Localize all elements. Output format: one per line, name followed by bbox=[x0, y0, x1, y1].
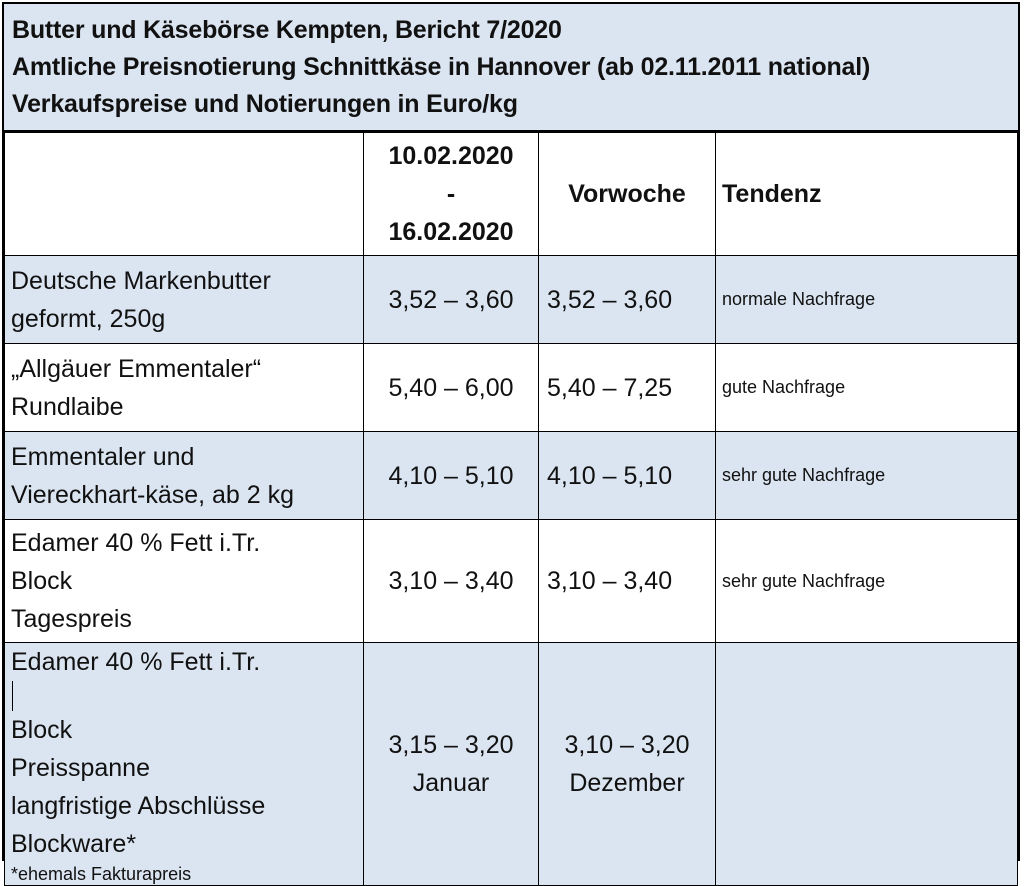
period-start: 10.02.2020 bbox=[388, 142, 514, 170]
product-line: Rundlaibe bbox=[11, 392, 124, 421]
product-line: Edamer 40 % Fett i.Tr. bbox=[11, 648, 261, 676]
product-line: „Allgäuer Emmentaler“ bbox=[11, 354, 262, 383]
text-cursor bbox=[12, 681, 13, 711]
product-line: Preisspanne bbox=[11, 754, 150, 782]
table-row bbox=[5, 344, 1018, 432]
current-month: Januar bbox=[412, 769, 490, 797]
footnote: *ehemals Fakturapreis bbox=[11, 864, 192, 884]
header-product-cell bbox=[5, 133, 364, 256]
period-separator: - bbox=[446, 180, 456, 208]
trend-text: gute Nachfrage bbox=[716, 344, 1018, 432]
product-line: Block bbox=[11, 716, 73, 744]
product-cell bbox=[5, 520, 364, 643]
table-row bbox=[5, 520, 1018, 643]
product-line: Edamer 40 % Fett i.Tr. bbox=[11, 529, 261, 557]
report-header bbox=[4, 4, 1018, 132]
price-table bbox=[4, 132, 1018, 886]
table-row bbox=[5, 432, 1018, 520]
table-header-row bbox=[5, 133, 1018, 256]
header-trend: Tendenz bbox=[716, 133, 1018, 256]
current-price: 3,52 – 3,60 bbox=[364, 256, 539, 344]
trend-text: sehr gute Nachfrage bbox=[716, 520, 1018, 643]
trend-text: normale Nachfrage bbox=[716, 256, 1018, 344]
current-price: 5,40 – 6,00 bbox=[364, 344, 539, 432]
product-line: langfristige Abschlüsse bbox=[11, 792, 266, 820]
previous-price bbox=[539, 643, 716, 886]
product-line: Block bbox=[11, 567, 73, 595]
previous-price: 3,52 – 3,60 bbox=[539, 256, 716, 344]
table-row bbox=[5, 256, 1018, 344]
product-cell bbox=[5, 256, 364, 344]
previous-price: 3,10 – 3,40 bbox=[539, 520, 716, 643]
product-line: geformt, 250g bbox=[11, 304, 166, 333]
current-price bbox=[364, 643, 539, 886]
previous-month: Dezember bbox=[569, 769, 685, 797]
header-period-cell bbox=[364, 133, 539, 256]
trend-text bbox=[716, 643, 1018, 886]
product-cell bbox=[5, 643, 364, 886]
current-price-value: 3,15 – 3,20 bbox=[388, 731, 514, 759]
product-cell bbox=[5, 432, 364, 520]
current-price: 3,10 – 3,40 bbox=[364, 520, 539, 643]
report-title: Butter und Käsebörse Kempten, Bericht 7/2020 bbox=[12, 16, 562, 44]
period-end: 16.02.2020 bbox=[388, 218, 514, 246]
product-cell bbox=[5, 344, 364, 432]
report-units: Verkaufspreise und Notierungen in Euro/kg bbox=[12, 90, 518, 118]
product-line: Deutsche Markenbutter bbox=[11, 266, 271, 295]
product-line: Emmentaler und bbox=[11, 442, 195, 471]
previous-price-value: 3,10 – 3,20 bbox=[564, 731, 690, 759]
product-line: Blockware* bbox=[11, 830, 137, 858]
table-row bbox=[5, 643, 1018, 886]
product-line: Viereckhart-käse, ab 2 kg bbox=[11, 480, 295, 509]
product-line: Tagespreis bbox=[11, 605, 132, 633]
previous-price: 4,10 – 5,10 bbox=[539, 432, 716, 520]
trend-text: sehr gute Nachfrage bbox=[716, 432, 1018, 520]
product-line-with-cursor[interactable] bbox=[11, 643, 363, 711]
report-frame bbox=[2, 2, 1020, 884]
previous-price: 5,40 – 7,25 bbox=[539, 344, 716, 432]
report-subtitle: Amtliche Preisnotierung Schnittkäse in Hannover (ab 02.11.2011 national) bbox=[12, 53, 871, 81]
header-prev-week: Vorwoche bbox=[539, 133, 716, 256]
current-price: 4,10 – 5,10 bbox=[364, 432, 539, 520]
